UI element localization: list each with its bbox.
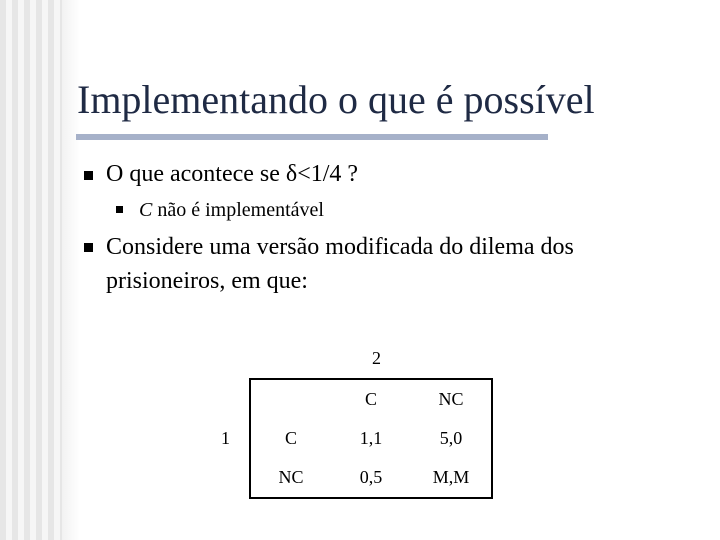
payoff-cell: 0,5 (359, 467, 383, 487)
bullet-1-text: O que acontece se δ<1/4 ? (106, 161, 359, 187)
column-header-cell: NC (438, 389, 464, 409)
payoff-cell: M,M (432, 467, 470, 487)
row-header-cell: NC (278, 467, 304, 487)
bullet-square-icon (84, 171, 93, 180)
title-underline (76, 134, 548, 140)
column-header-cell: C (364, 389, 377, 409)
bullet-2-line-2: prisioneiros, em que: (106, 268, 308, 294)
payoff-cell: 1,1 (359, 428, 383, 448)
table-corner-cell (250, 379, 331, 419)
table-row (250, 379, 492, 419)
bullet-2-line-1: Considere uma versão modificada do dilema dos (106, 234, 574, 260)
sub-bullet-rest-part: não é implementável (152, 199, 324, 221)
sub-bullet-italic-part: C (139, 199, 153, 221)
column-player-label: 2 (372, 348, 381, 368)
payoff-cell: 5,0 (439, 428, 463, 448)
table-row (250, 419, 492, 458)
decorative-stripes (0, 0, 62, 540)
table-row (250, 458, 492, 498)
bullet-square-icon (84, 243, 93, 252)
payoff-matrix (249, 378, 493, 499)
slide-title: Implementando o que é possível (77, 77, 595, 122)
row-header-cell: C (284, 428, 297, 448)
row-player-label: 1 (221, 428, 230, 448)
sub-bullet-square-icon (116, 206, 123, 213)
sub-bullet-1-text (139, 197, 324, 223)
